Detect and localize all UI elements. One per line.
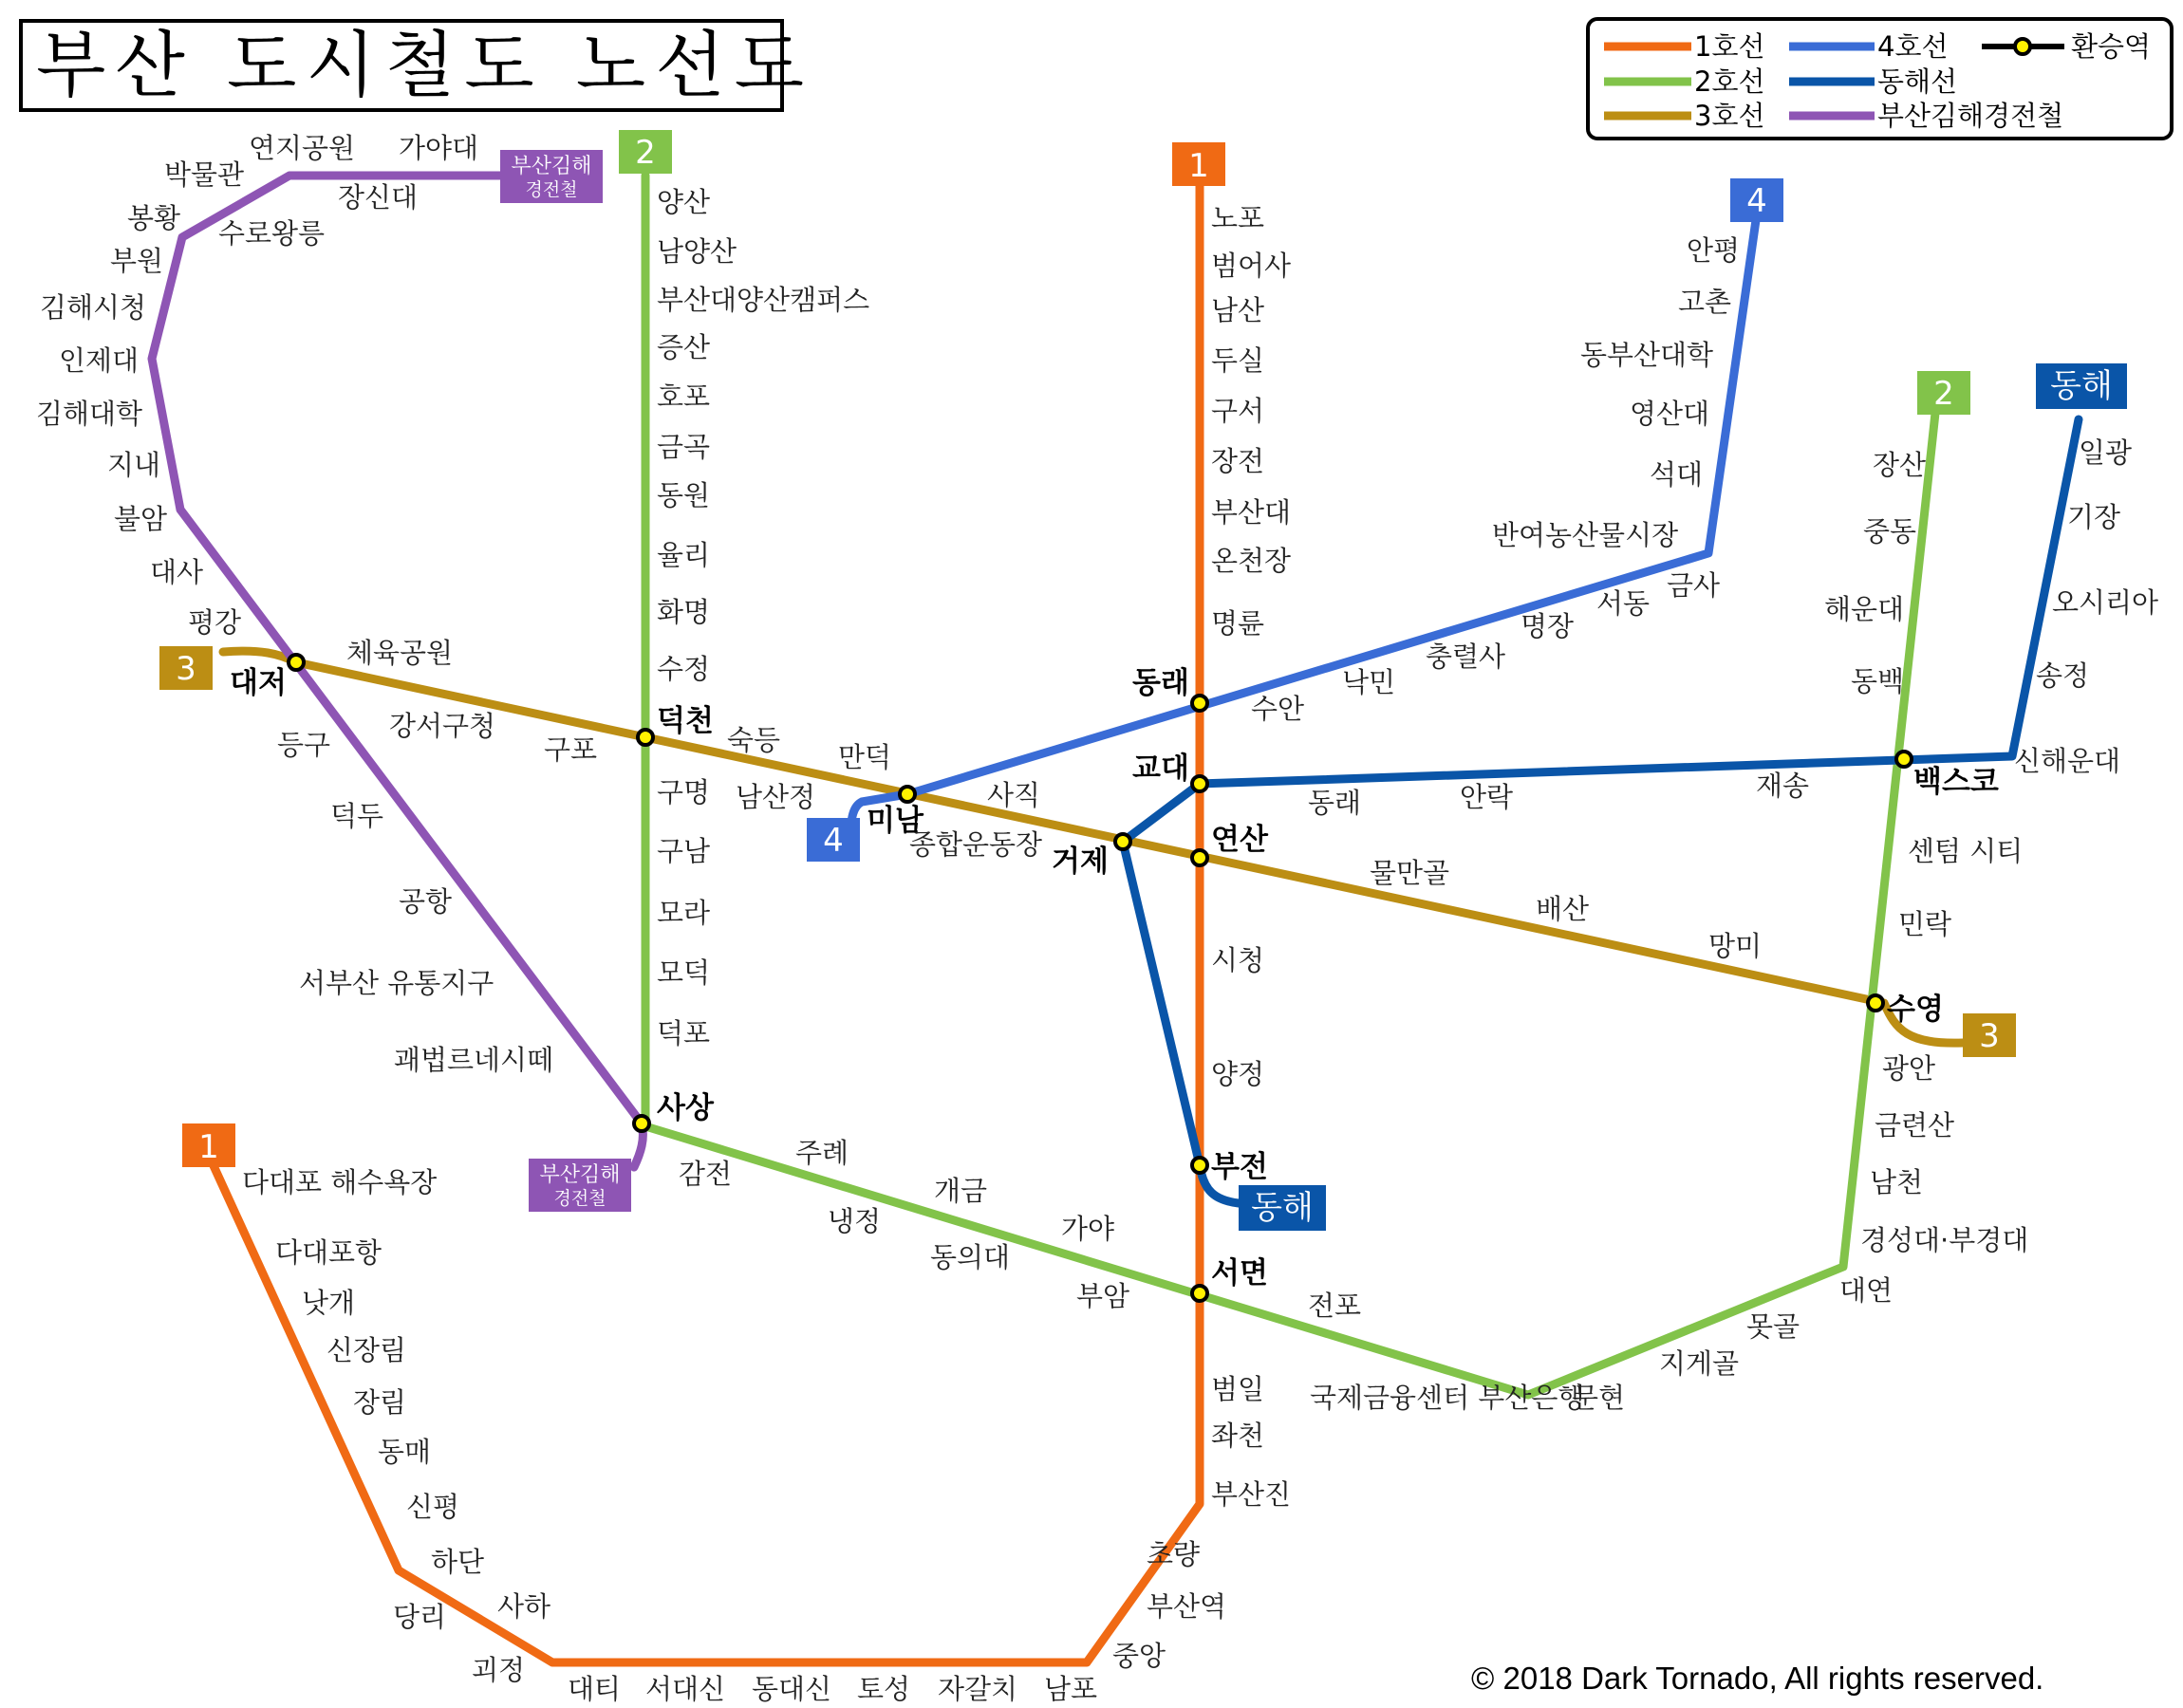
station-label: 연지공원 (249, 132, 356, 164)
station-label: 김해대학 (36, 398, 143, 430)
legend-label-line4: 4호선 (1877, 30, 1949, 63)
station-label: 좌천 (1211, 1420, 1265, 1452)
station-label: 장신대 (338, 181, 419, 214)
station-label: 망미 (1708, 930, 1763, 962)
transfer-label-gyodae: 교대 (1132, 752, 1189, 786)
donghae-badge-north-label: 동해 (2050, 367, 2113, 405)
station-label: 서대신 (645, 1673, 726, 1705)
station-label: 충렬사 (1426, 640, 1506, 673)
transfer-marker-minam (900, 787, 915, 802)
station-label: 구남 (657, 835, 711, 867)
station-label: 고촌 (1678, 286, 1732, 318)
line1-badge-bottom-label: 1 (198, 1128, 219, 1166)
station-label: 강서구청 (389, 710, 496, 742)
station-label: 동매 (378, 1436, 432, 1468)
station-label: 부원 (110, 245, 164, 277)
station-label: 숙등 (727, 724, 781, 756)
station-label: 장림 (353, 1386, 407, 1419)
transfer-label-bujeon: 부전 (1211, 1150, 1268, 1184)
legend-transfer-marker (2015, 39, 2030, 54)
station-label: 공항 (399, 885, 453, 918)
line2-badge-west-label: 2 (635, 134, 656, 172)
station-label: 냉정 (828, 1205, 882, 1237)
station-label: 동부산대학 (1580, 339, 1714, 371)
transfer-label-geoje: 거제 (1052, 845, 1109, 879)
station-label: 부암 (1076, 1280, 1130, 1312)
station-label: 대연 (1839, 1274, 1894, 1307)
transfer-labels (230, 666, 1999, 1290)
station-label: 김해시청 (40, 291, 147, 324)
line4-badge-south-label: 4 (823, 822, 844, 860)
station-label: 초량 (1147, 1538, 1201, 1570)
legend-label-transfer: 환승역 (2071, 30, 2152, 63)
station-label: 장전 (1211, 445, 1265, 477)
station-label: 체육공원 (346, 637, 454, 669)
line4-badge-north-label: 4 (1746, 182, 1767, 220)
station-label: 명륜 (1211, 607, 1265, 640)
station-label: 안락 (1460, 781, 1514, 813)
transfer-label-minam: 미남 (867, 804, 924, 838)
legend (1588, 19, 2172, 139)
transfer-label-suyeong: 수영 (1887, 993, 1944, 1027)
station-label: 불암 (114, 503, 168, 535)
station-label: 봉황 (127, 202, 181, 234)
station-label: 가야대 (399, 132, 479, 164)
station-label: 금사 (1667, 569, 1721, 602)
station-label: 일광 (2079, 436, 2133, 469)
station-label: 모라 (657, 897, 711, 929)
station-label: 사하 (497, 1590, 551, 1623)
station-label: 낙민 (1342, 666, 1396, 698)
station-label: 범일 (1211, 1373, 1265, 1405)
station-label: 신해운대 (2014, 745, 2121, 777)
station-label: 양정 (1211, 1058, 1265, 1090)
station-label: 해운대 (1824, 593, 1905, 625)
station-label: 반여농산물시장 (1492, 519, 1679, 551)
station-label: 중동 (1863, 515, 1917, 548)
station-label: 하단 (431, 1546, 485, 1578)
station-label: 구서 (1211, 395, 1265, 427)
line2-badge-east-label: 2 (1933, 375, 1954, 413)
legend-label-line3: 3호선 (1694, 100, 1765, 132)
station-label: 증산 (657, 331, 711, 363)
station-label: 문현 (1572, 1382, 1626, 1414)
transfer-label-seomyeon: 서면 (1211, 1256, 1268, 1290)
station-label: 동백 (1851, 665, 1905, 697)
station-label: 덕포 (657, 1017, 711, 1049)
station-label: 명장 (1521, 610, 1575, 642)
station-label: 지내 (107, 449, 161, 481)
gimhae-badge-south-label2: 경전철 (553, 1188, 606, 1209)
station-label: 율리 (657, 539, 711, 571)
transfer-marker-yeonsan (1192, 850, 1207, 865)
page-title: 부산 도시철도 노선도 (36, 23, 814, 107)
station-label: 부산대양산캠퍼스 (657, 284, 870, 316)
station-label: 인제대 (59, 344, 140, 377)
station-label: 금곡 (657, 431, 711, 463)
station-label: 동래 (1308, 787, 1362, 819)
station-label: 종합운동장 (909, 828, 1043, 861)
transfer-marker-daejeo (289, 655, 304, 670)
station-label: 부산대 (1211, 496, 1292, 529)
station-label: 대티 (568, 1673, 622, 1705)
station-label: 호포 (657, 381, 711, 413)
station-label: 범어사 (1211, 250, 1292, 282)
line3-badge-west-label: 3 (176, 650, 196, 688)
station-label: 광안 (1882, 1052, 1936, 1085)
station-label: 신평 (406, 1491, 460, 1523)
station-label: 기장 (2067, 501, 2121, 533)
legend-label-line1: 1호선 (1694, 30, 1765, 63)
station-label: 경성대·부경대 (1860, 1224, 2029, 1256)
transfer-marker-beomeo (1896, 752, 1912, 767)
station-label: 당리 (393, 1601, 447, 1633)
transfer-label-yeonsan: 연산 (1211, 823, 1268, 857)
station-label: 센텀 시티 (1908, 835, 2024, 867)
copyright-notice: © 2018 Dark Tornado, All rights reserved. (1471, 1661, 2044, 1696)
station-label: 감전 (679, 1158, 733, 1190)
station-label: 못골 (1746, 1310, 1801, 1343)
station-label: 남천 (1870, 1166, 1924, 1198)
station-label: 남산 (1211, 294, 1265, 326)
station-label: 서부산 유통지구 (299, 967, 494, 999)
station-label: 안평 (1687, 234, 1741, 267)
gimhae-badge-south-label1: 부산김해 (539, 1163, 621, 1187)
station-label: 개금 (934, 1175, 988, 1207)
transfer-marker-gyodae (1192, 776, 1207, 791)
legend-label-gimhae: 부산김해경전철 (1877, 100, 2064, 132)
transfer-marker-geoje (1115, 834, 1130, 849)
station-label: 온천장 (1211, 545, 1292, 577)
station-label: 재송 (1756, 770, 1810, 802)
station-label: 동원 (657, 479, 711, 511)
station-label: 전포 (1308, 1290, 1362, 1322)
station-label: 사직 (987, 779, 1041, 811)
station-label: 물만골 (1370, 857, 1450, 889)
station-label: 화명 (657, 596, 711, 628)
station-label: 수안 (1251, 693, 1305, 725)
line-paths (152, 176, 2079, 1662)
station-label: 송정 (2036, 659, 2090, 692)
station-label: 배산 (1536, 893, 1590, 925)
transfer-marker-deokcheon (638, 730, 653, 745)
station-label: 서동 (1596, 587, 1651, 620)
transfer-label-deokcheon: 덕천 (657, 704, 714, 738)
station-label: 남양산 (657, 235, 737, 268)
station-label: 덕두 (330, 800, 384, 832)
legend-label-donghae: 동해선 (1877, 65, 1958, 98)
station-label: 노포 (1211, 202, 1265, 234)
station-label: 토성 (857, 1673, 911, 1705)
station-label: 양산 (657, 186, 711, 218)
station-label: 가야 (1061, 1213, 1115, 1245)
station-label: 주례 (795, 1137, 849, 1169)
station-label: 동의대 (930, 1241, 1011, 1273)
station-label: 평강 (188, 606, 242, 639)
station-label: 등구 (277, 729, 331, 761)
station-label: 중앙 (1112, 1640, 1166, 1672)
gimhae-path (152, 176, 643, 1167)
station-label: 시청 (1211, 944, 1265, 976)
station-label: 국제금융센터 부산은행 (1310, 1382, 1585, 1414)
station-label: 영산대 (1630, 398, 1710, 430)
transfer-label-sasang: 사상 (657, 1091, 714, 1125)
gimhae-badge-north-label2: 경전철 (525, 179, 578, 200)
transfer-label-dongnae: 동래 (1132, 666, 1189, 700)
station-label: 다대포항 (275, 1236, 382, 1269)
transfer-label-beomeo: 백스코 (1913, 765, 1999, 799)
station-label: 부산역 (1147, 1590, 1227, 1623)
station-label: 남산정 (736, 781, 816, 813)
station-label: 남포 (1044, 1673, 1098, 1705)
station-label: 구포 (544, 733, 598, 766)
station-label: 동대신 (752, 1673, 832, 1705)
station-label: 석대 (1650, 458, 1704, 491)
station-label: 수로왕릉 (218, 217, 326, 250)
station-label: 괴정 (472, 1654, 526, 1686)
station-label: 지게골 (1659, 1347, 1740, 1380)
station-label: 장산 (1873, 449, 1927, 481)
station-label: 대사 (150, 556, 204, 588)
station-label: 부산진 (1211, 1478, 1292, 1511)
station-label: 다대포 해수욕장 (242, 1166, 438, 1198)
transfer-marker-seomyeon (1192, 1286, 1207, 1301)
gimhae-badge-north-label1: 부산김해 (511, 155, 592, 178)
line1-badge-top-label: 1 (1188, 147, 1209, 185)
station-label: 두실 (1211, 344, 1265, 377)
station-label: 박물관 (164, 158, 245, 191)
transfer-marker-dongnae (1192, 696, 1207, 711)
donghae-badge-south-label: 동해 (1251, 1189, 1314, 1227)
legend-label-line2: 2호선 (1694, 65, 1765, 98)
station-label: 구명 (657, 776, 711, 808)
station-label: 오시리아 (2052, 586, 2159, 619)
station-label: 모덕 (657, 956, 711, 989)
station-label: 신장림 (327, 1334, 407, 1366)
station-label: 괘법르네시떼 (394, 1044, 554, 1076)
transfer-label-daejeo: 대저 (230, 666, 287, 700)
station-label: 낫개 (302, 1287, 356, 1319)
station-label: 민락 (1898, 908, 1952, 940)
station-label: 수정 (657, 653, 711, 685)
station-label: 금련산 (1875, 1109, 1955, 1142)
station-label: 만덕 (838, 741, 892, 773)
transfer-marker-suyeong (1868, 995, 1883, 1011)
transfer-marker-bujeon (1192, 1158, 1207, 1173)
line3-badge-east-label: 3 (1979, 1017, 2000, 1055)
transfer-marker-sasang (634, 1116, 649, 1131)
station-label: 자갈치 (938, 1673, 1018, 1705)
